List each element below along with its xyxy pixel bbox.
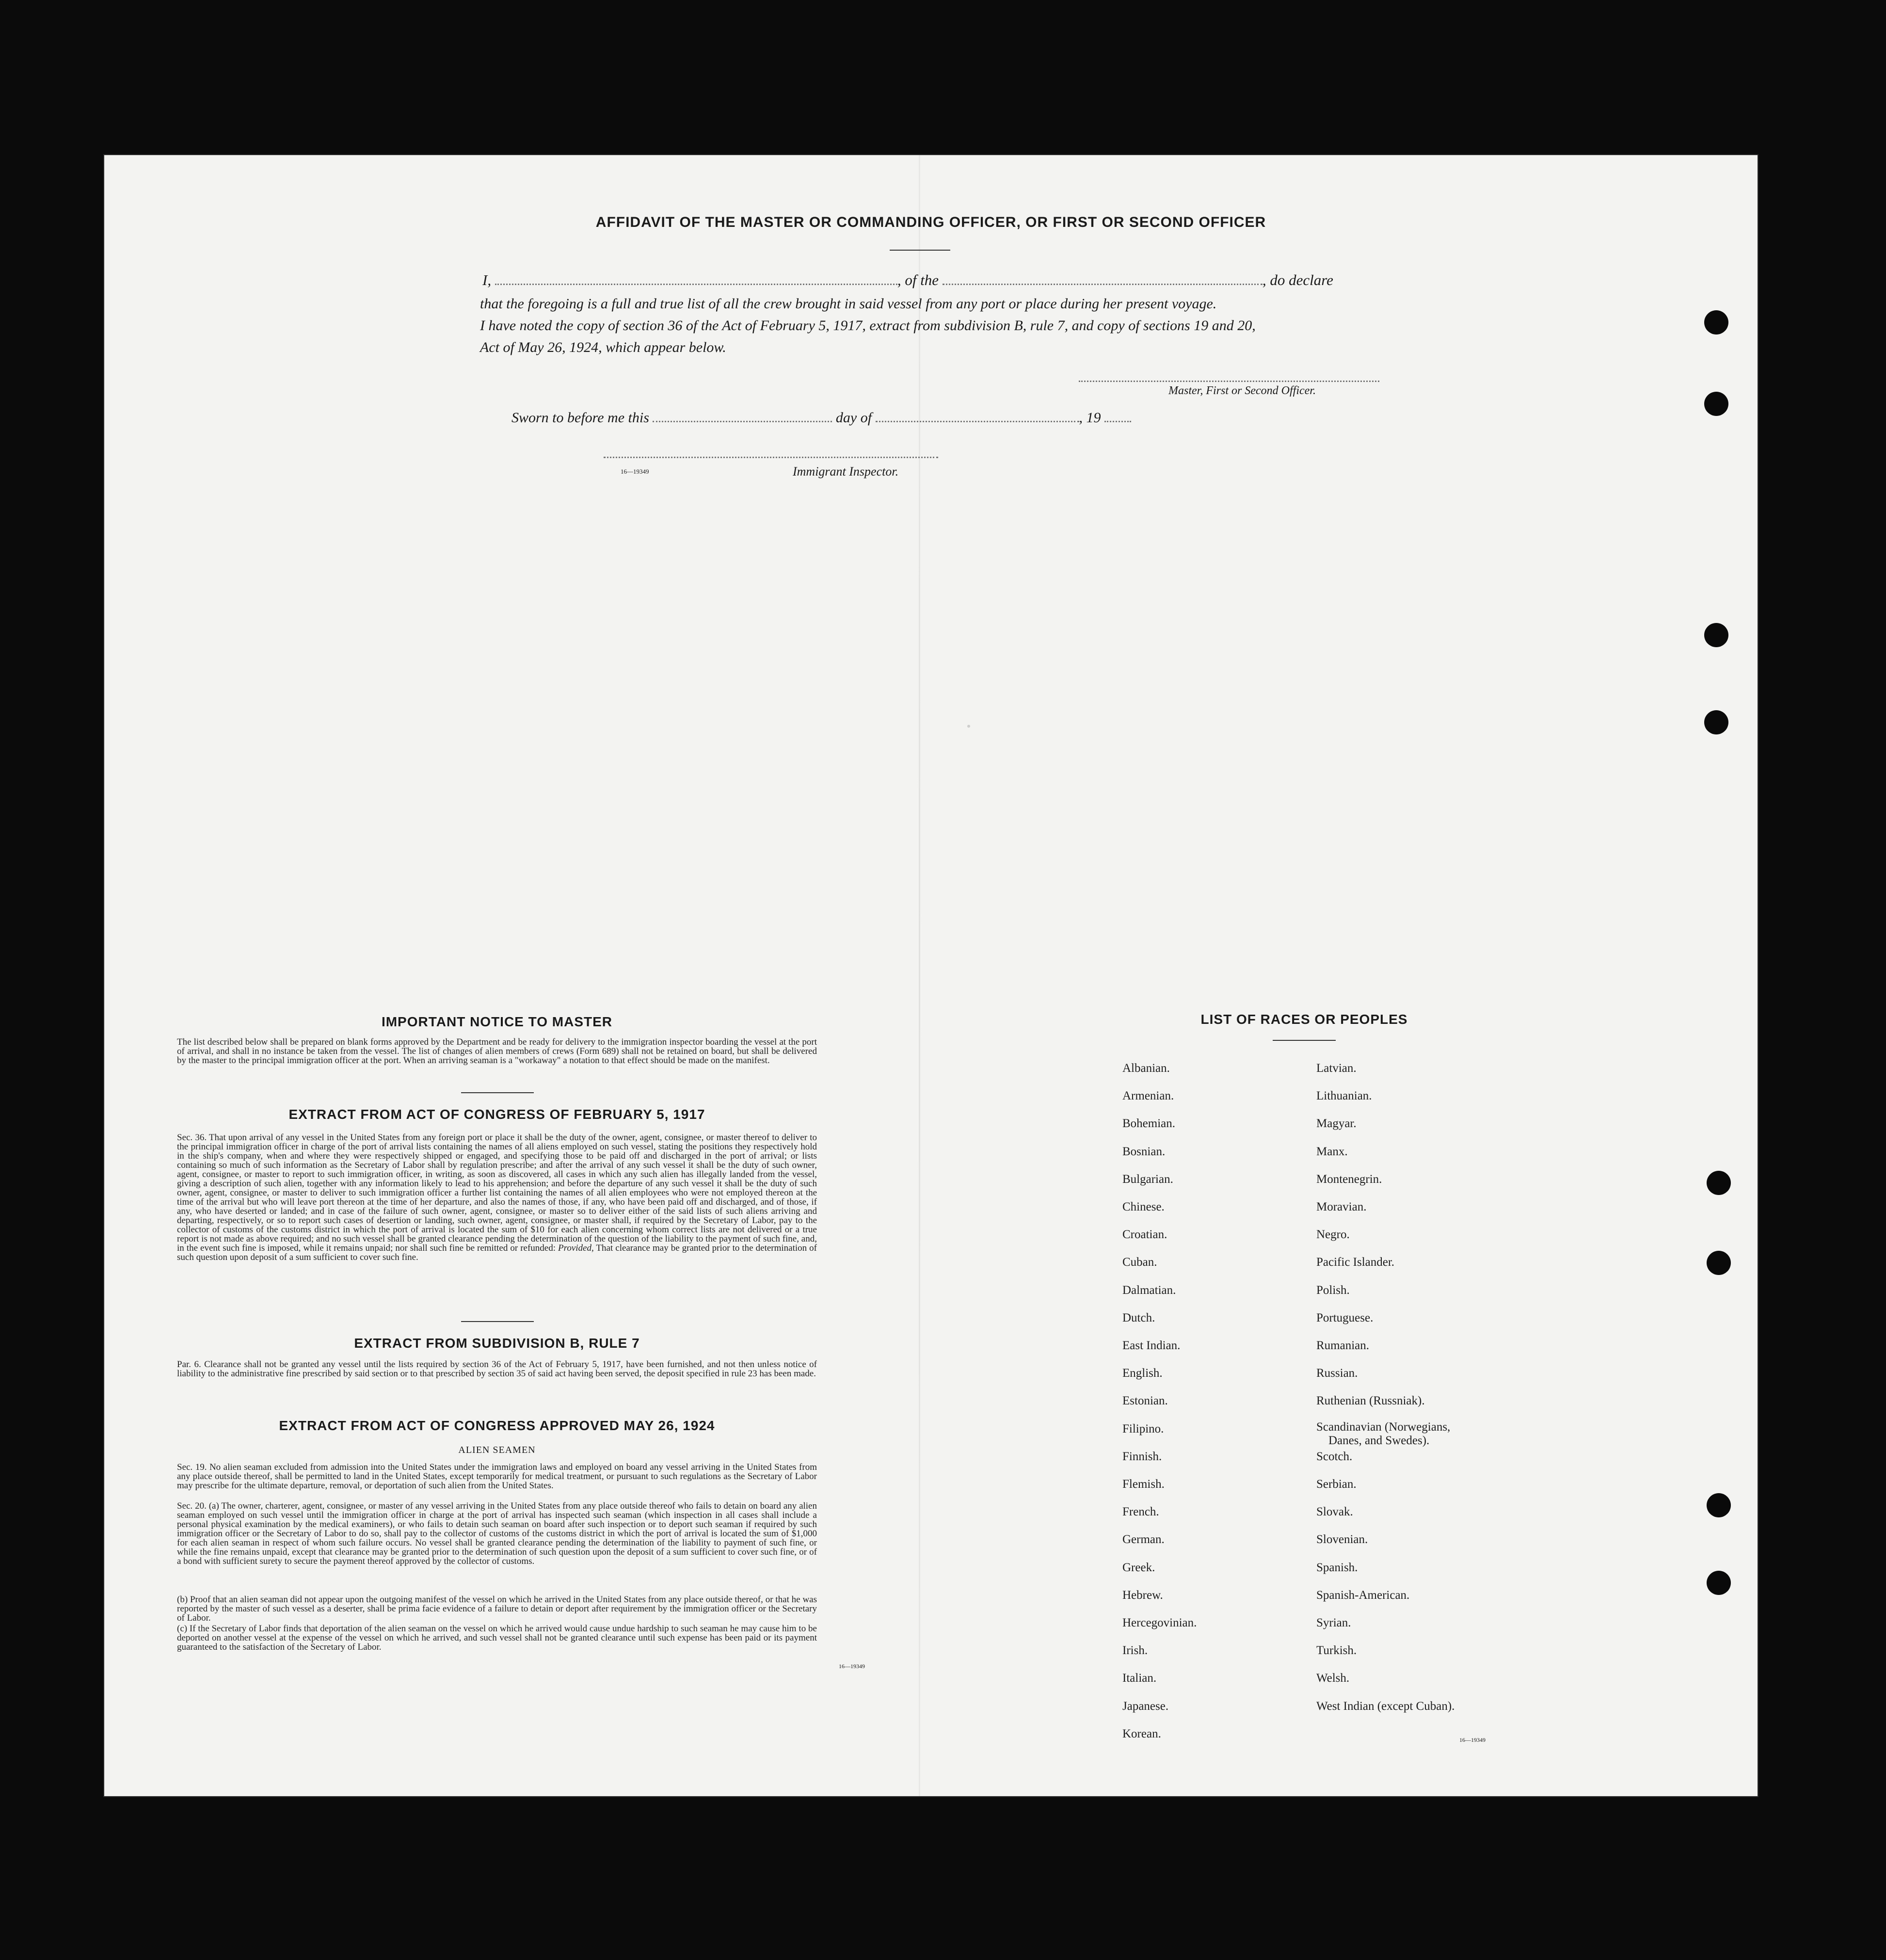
race-item: English. — [1122, 1367, 1163, 1380]
race-item: Magyar. — [1316, 1117, 1357, 1131]
race-item: Japanese. — [1122, 1699, 1169, 1713]
extract-1917-body — [177, 1133, 817, 1262]
affidavit-line-2: that the foregoing is a full and true list of all the crew brought in said vessel from any port or place during her present voyage. — [480, 296, 1217, 312]
race-item: Dutch. — [1122, 1311, 1155, 1324]
extract-rule7-title: EXTRACT FROM SUBDIVISION B, RULE 7 — [354, 1336, 640, 1351]
races-title: LIST OF RACES OR PEOPLES — [1200, 1012, 1408, 1027]
race-item: Rumanian. — [1316, 1339, 1370, 1352]
race-item: Finnish. — [1122, 1450, 1162, 1463]
binder-hole — [1704, 623, 1728, 647]
inspector-label: Immigrant Inspector. — [793, 464, 899, 478]
affidavit-line-1 — [482, 271, 1496, 289]
notice-title: IMPORTANT NOTICE TO MASTER — [381, 1014, 613, 1029]
extract-1924-form-number: 16—19349 — [839, 1663, 865, 1670]
race-item: Italian. — [1122, 1672, 1157, 1685]
race-item: Chinese. — [1122, 1200, 1165, 1213]
race-item: Flemish. — [1122, 1478, 1165, 1491]
document-page — [104, 155, 1758, 1796]
race-item: Spanish. — [1316, 1561, 1358, 1574]
race-item: Greek. — [1122, 1561, 1155, 1574]
race-item: Manx. — [1316, 1145, 1348, 1158]
binder-hole — [1707, 1571, 1731, 1595]
race-item: Dalmatian. — [1122, 1283, 1176, 1297]
extract-1924-sec19: Sec. 19. No alien seaman excluded from admission into the United States under the immigration laws and employed on board any vessel arriving in the United States from any place outside thereof, shall be permitted to land in the United States, except temporarily for medical treatment, or pursuant to such regulations as the Secretary of Labor may prescribe for the ultimate departure, removal, or deportation of such alien from the United States. — [177, 1462, 817, 1491]
race-item: Moravian. — [1316, 1200, 1367, 1213]
race-item: Welsh. — [1316, 1672, 1350, 1685]
binder-hole — [1707, 1251, 1731, 1275]
race-item: Irish. — [1122, 1644, 1148, 1657]
race-item: German. — [1122, 1533, 1165, 1546]
sworn-day-field[interactable] — [653, 416, 832, 422]
race-item: Ruthenian (Russniak). — [1316, 1394, 1425, 1408]
race-item: Korean. — [1122, 1727, 1161, 1740]
race-item: Lithuanian. — [1316, 1089, 1372, 1103]
race-item: Spanish-American. — [1316, 1588, 1410, 1602]
binder-hole — [1704, 710, 1728, 734]
extract-1917-body-prefix: Sec. 36. That upon arrival of any vessel in the United States from any foreign port or place it shall be the duty of the owner, agent, consignee, or master thereof to deliver to the principal immigration officer in charge of the port of arrival lists containing the names of all aliens employed on such vessel, stating the positions they respectively hold in the ship's company, when and where they were respectively shipped or engaged, and specifying those to be paid off and discharged in the port of arrival; or lists containing so much of such information as the Secretary of Labor shall by regulation prescribe; and after the arrival of any such vessel it shall be the duty of such owner, agent, consignee, or master to report to such immigration officer, in writing, as soon as discovered, all cases in which any such alien has illegally landed from the vessel, giving a description of such alien, together with any information likely to lead to his apprehension; and before the departure of any such vessel it shall be the duty of such owner, agent, consignee, or master to deliver to such immigration officer a further list containing the names of all alien employees who were not employed thereon at the time of the arrival but who will leave port thereon at the time of her departure, and also the names of those, if any, who have been paid off and discharged, and of those, if any, who have deserted or landed; and in case of the failure of such owner, agent, consignee, or master so to deliver either of the said lists of such aliens arriving and departing, respectively, or so to report such cases of desertion or landing, such owner, agent, consignee, or master shall, if required by the Secretary of Labor, pay to the collector of customs of the customs district in which the port of arrival is located the sum of $10 for each alien concerning whom correct lists are not delivered or a true report is not made as above required; and no such vessel shall be granted clearance pending the determination of the question of the liability to the payment of such fine, and, in the event such fine is imposed, while it remains unpaid; nor shall such fine be remitted or refunded: — [177, 1132, 817, 1253]
race-item: Hebrew. — [1122, 1588, 1163, 1602]
race-item: Scotch. — [1316, 1450, 1353, 1463]
scan-speck — [967, 725, 970, 728]
affidavit-of-the: , of the — [897, 271, 939, 288]
sworn-line — [511, 410, 1131, 426]
affidavit-declare: , do declare — [1262, 271, 1333, 288]
affidavit-title-rule — [890, 250, 950, 251]
extract-1924-sec20b: (b) Proof that an alien seaman did not appear upon the outgoing manifest of the vessel on which he arrived in the United States from any place outside thereof, or that he was reported by the master of such vessel as a deserter, shall be prima facie evidence of a failure to detain or deport after requirement by the immigration officer or the Secretary of Labor. — [177, 1594, 817, 1623]
extract-1924-sec20c: (c) If the Secretary of Labor finds that deportation of the alien seaman on the vessel on which he arrived would cause undue hardship to such seaman he may cause him to be deported on another vessel at the expense of the vessel on which he arrived, and such vessel shall not be granted clearance until such expense has been paid or its payment guaranteed to the satisfaction of the Secretary of Labor. — [177, 1624, 817, 1652]
race-item: Syrian. — [1316, 1616, 1351, 1629]
race-item: Negro. — [1316, 1228, 1350, 1242]
affidavit-i: I, — [482, 271, 492, 288]
race-item: Scandinavian (Norwegians, — [1316, 1420, 1451, 1434]
affidavit-line-3: I have noted the copy of section 36 of the Act of February 5, 1917, extract from subdivision B, rule 7, and copy of sections 19 and 20, — [480, 318, 1256, 334]
race-item: West Indian (except Cuban). — [1316, 1699, 1455, 1713]
extract-rule7-body: Par. 6. Clearance shall not be granted any vessel until the lists required by section 36 of the Act of February 5, 1917, have been furnished, and not then unless notice of liability to the administrative fine prescribed by said section or to that prescribed by section 35 of said act having been served, the deposit specified in rule 23 has been made. — [177, 1359, 817, 1379]
race-item: Montenegrin. — [1316, 1172, 1382, 1186]
extract-1917-provided: Provided, — [558, 1243, 594, 1253]
extract-1924-subtitle: ALIEN SEAMEN — [458, 1445, 536, 1455]
race-item: Polish. — [1316, 1283, 1350, 1297]
race-item: Croatian. — [1122, 1228, 1167, 1242]
races-title-rule — [1273, 1040, 1336, 1041]
race-item: Bosnian. — [1122, 1145, 1166, 1158]
race-item: Russian. — [1316, 1367, 1358, 1380]
sworn-month-field[interactable] — [876, 416, 1079, 422]
race-item: French. — [1122, 1505, 1159, 1519]
signature-label: Master, First or Second Officer. — [1168, 384, 1316, 397]
race-item: Filipino. — [1122, 1422, 1164, 1435]
notice-rule — [461, 1092, 534, 1093]
affidavit-line-4: Act of May 26, 1924, which appear below. — [480, 339, 726, 355]
officer-name-field[interactable] — [495, 279, 897, 285]
sworn-year-field[interactable] — [1104, 416, 1131, 422]
race-item: Latvian. — [1316, 1062, 1357, 1075]
race-item: East Indian. — [1122, 1339, 1181, 1352]
race-item: Danes, and Swedes). — [1328, 1434, 1430, 1447]
race-item: Serbian. — [1316, 1478, 1357, 1491]
extract-1924-sec20a: Sec. 20. (a) The owner, charterer, agent, consignee, or master of any vessel arriving in the United States from any place outside thereof who fails to detain on board any alien seaman employed on such vessel until the immigration officer in charge at the port of arrival has inspected such seaman (which inspection in all cases shall include a personal physical examination by the medical examiners), or who fails to detain such seaman on board after such inspection or to deport such seaman if required by such immigration officer or the Secretary of Labor to do so, shall pay to the collector of customs of the customs district in which the port of arrival is located the sum of $1,000 for each alien seaman in respect of whom such failure occurs. No vessel shall be granted clearance pending the determination of the liability to payment of such fine, or while the fine remains unpaid, except that clearance may be granted prior to the determination of such question upon the deposit of a sum sufficient to cover such fine, or of a bond with sufficient surety to secure the payment thereof approved by the collector of customs. — [177, 1501, 817, 1566]
race-item: Pacific Islander. — [1316, 1256, 1395, 1269]
affidavit-title: AFFIDAVIT OF THE MASTER OR COMMANDING OFFICER, OR FIRST OR SECOND OFFICER — [595, 214, 1266, 230]
vessel-name-field[interactable] — [943, 279, 1263, 285]
race-item: Bulgarian. — [1122, 1172, 1173, 1186]
race-item: Albanian. — [1122, 1062, 1170, 1075]
binder-hole — [1704, 310, 1728, 335]
race-item: Cuban. — [1122, 1256, 1157, 1269]
race-item: Turkish. — [1316, 1644, 1357, 1657]
notice-body: The list described below shall be prepared on blank forms approved by the Department and be ready for delivery to the immigration inspector boarding the vessel at the port of arrival, and shall in no instance be taken from the vessel. The list of changes of alien members of crews (Form 689) shall not be retained on board, but shall be delivered by the master to the principal immigration officer at the port. When an arriving seaman is a "workaway" a notation to that effect should be made on the manifest. — [177, 1037, 817, 1066]
race-item: Slovenian. — [1316, 1533, 1368, 1546]
officer-signature-field[interactable] — [1079, 376, 1379, 382]
race-item: Slovak. — [1316, 1505, 1353, 1519]
binder-hole — [1704, 392, 1728, 416]
affidavit-form-number: 16—19349 — [621, 468, 649, 475]
race-item: Portuguese. — [1316, 1311, 1374, 1324]
race-item: Estonian. — [1122, 1394, 1168, 1408]
races-form-number: 16—19349 — [1459, 1737, 1486, 1743]
binder-hole — [1707, 1493, 1731, 1517]
center-fold — [919, 155, 920, 1796]
race-item: Bohemian. — [1122, 1117, 1176, 1131]
race-item: Hercegovinian. — [1122, 1616, 1197, 1629]
sworn-prefix: Sworn to before me this — [511, 410, 649, 426]
race-item: Armenian. — [1122, 1089, 1174, 1103]
extract-1917-body-suffix: That clearance may be granted prior to the determination of such question upon deposit of a sum sufficient to cover such fine. — [177, 1243, 817, 1262]
binder-hole — [1707, 1171, 1731, 1195]
extract-1924-title: EXTRACT FROM ACT OF CONGRESS APPROVED MAY 26, 1924 — [279, 1418, 715, 1433]
extract-1917-title: EXTRACT FROM ACT OF CONGRESS OF FEBRUARY 5, 1917 — [288, 1107, 705, 1122]
sworn-day-of: day of — [835, 410, 872, 426]
extract-1917-rule — [461, 1321, 534, 1322]
inspector-signature-field[interactable] — [604, 452, 938, 458]
sworn-year: , 19 — [1079, 410, 1101, 426]
